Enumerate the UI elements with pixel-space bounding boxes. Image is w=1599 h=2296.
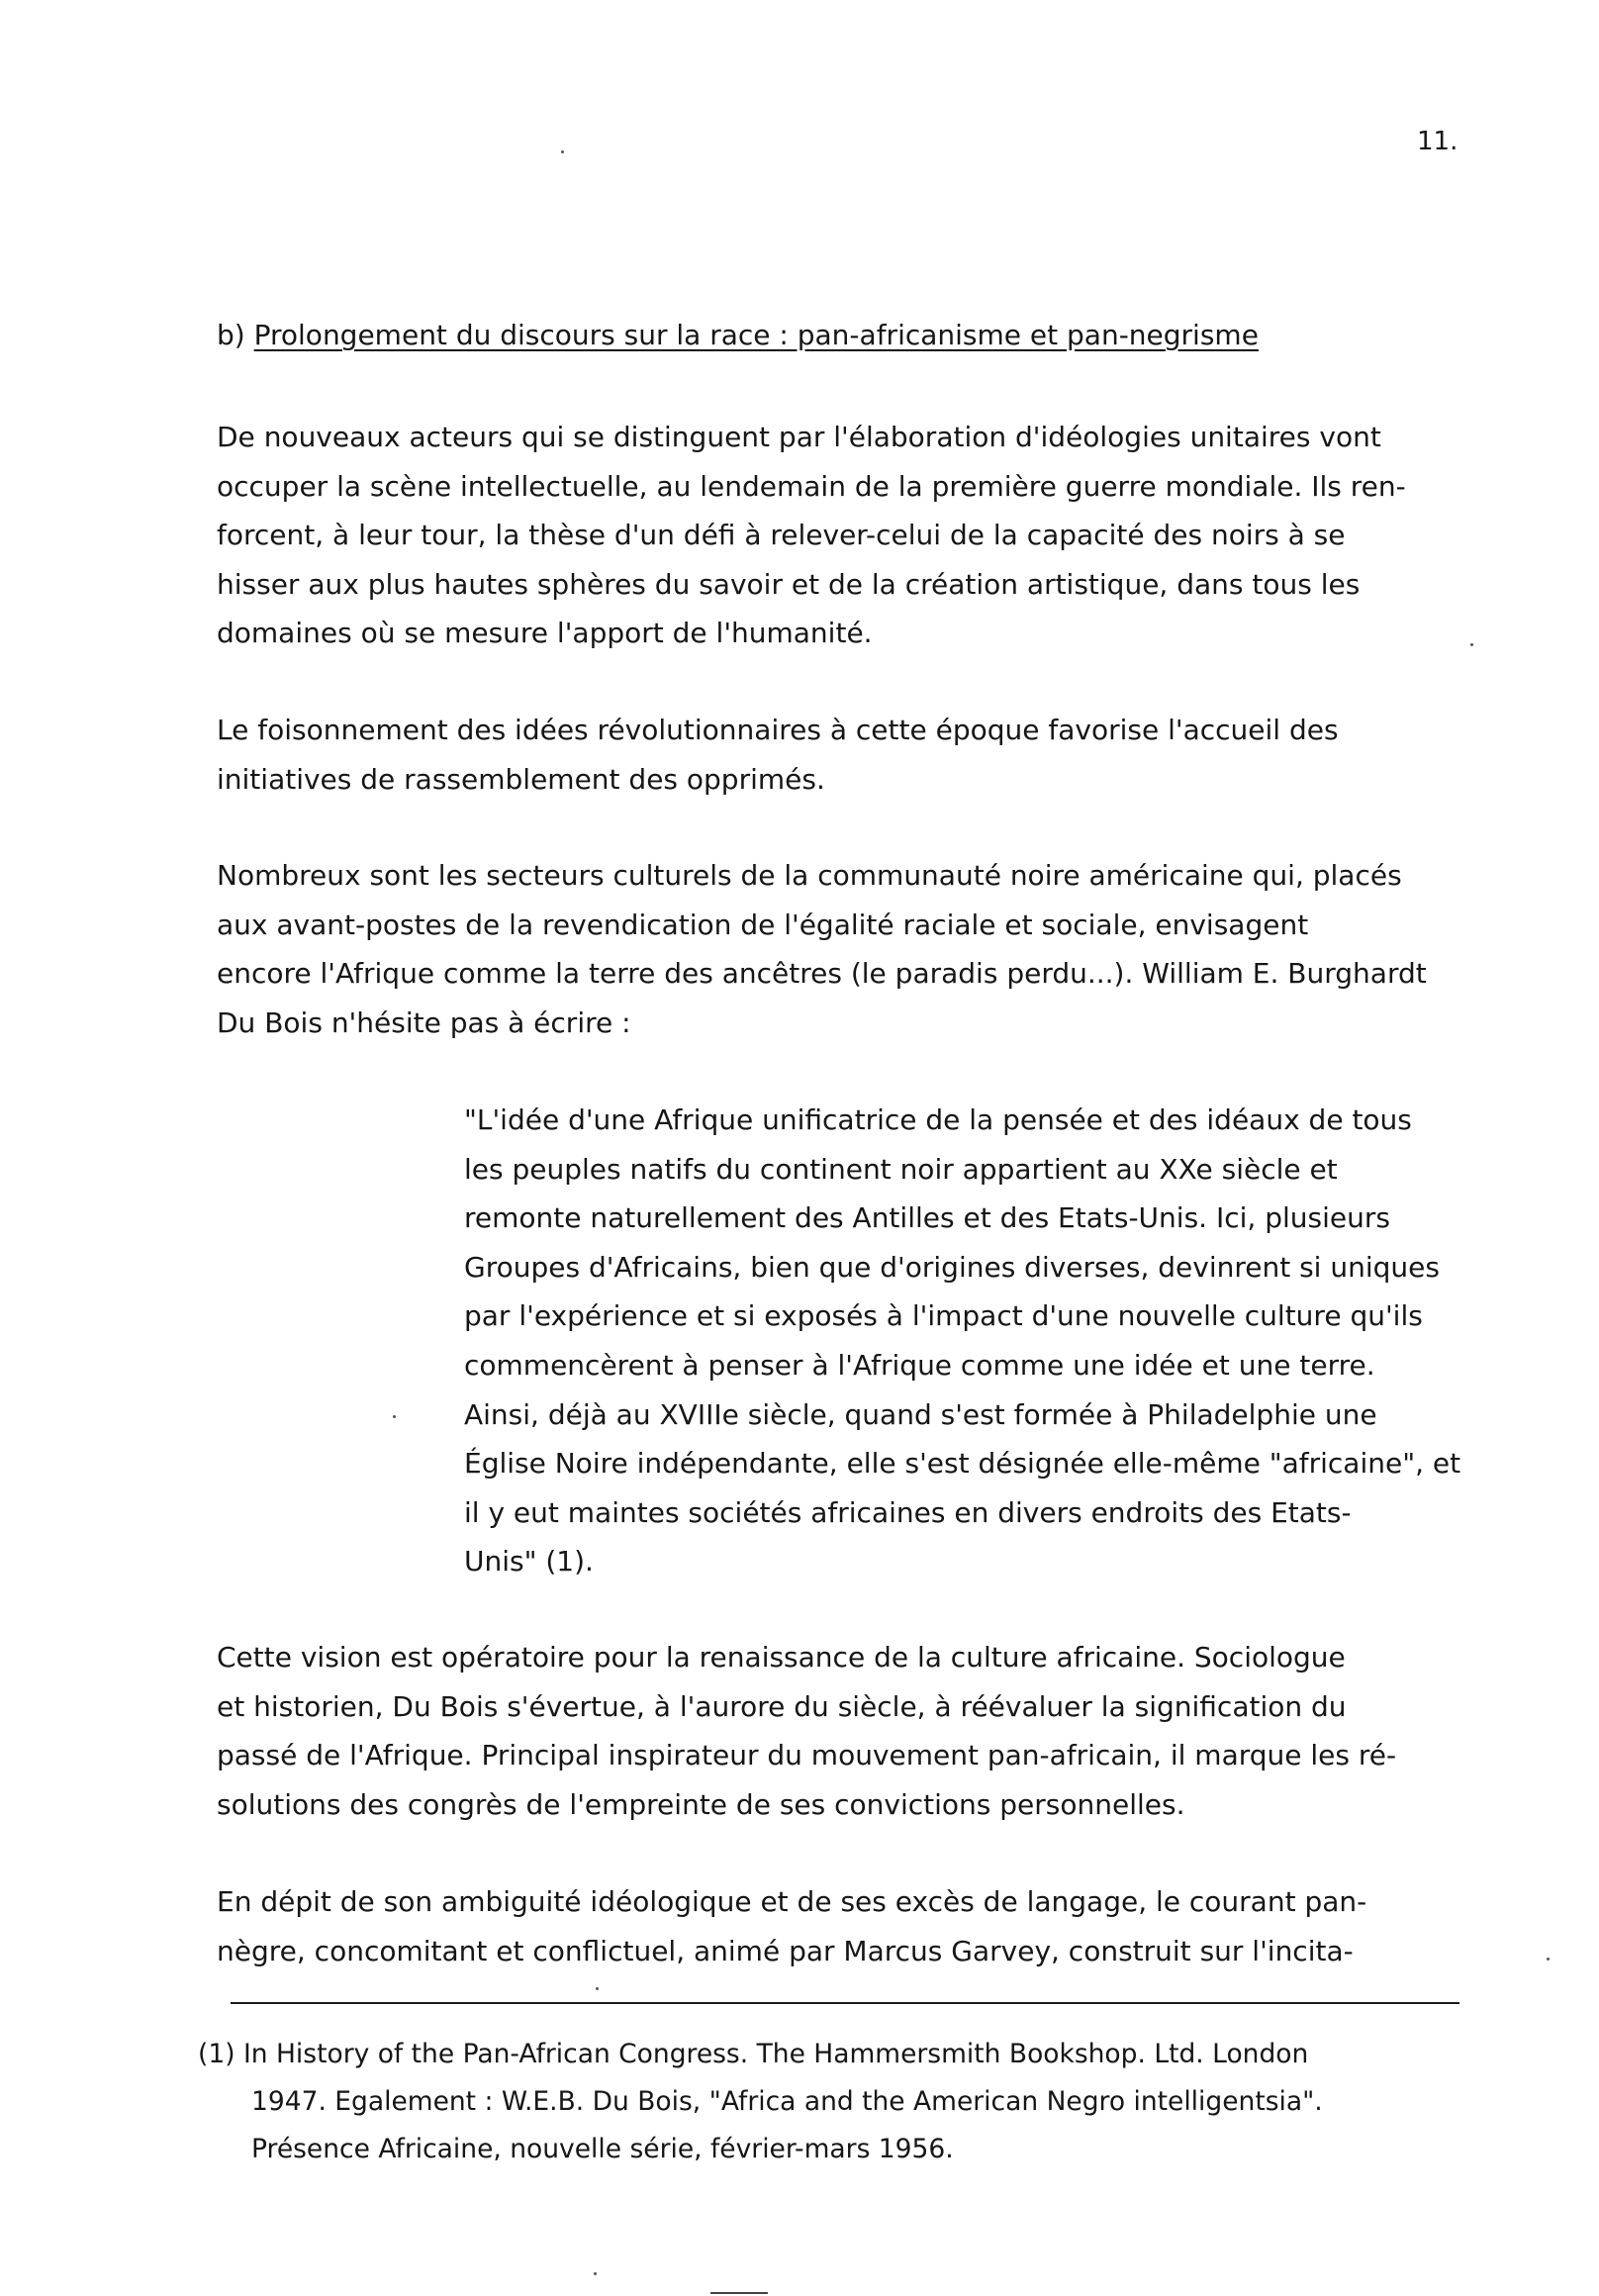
- paragraph: [217, 1633, 1396, 1829]
- text-line: En dépit de son ambiguité idéologique et de ses excès de langage, le courant pan-: [217, 1885, 1367, 1918]
- text-line: initiatives de rassemblement des opprimés.: [217, 762, 825, 796]
- heading-title: Prolongement du discours sur la race : pan-africanisme et pan-negrisme: [253, 319, 1259, 351]
- quote-line: Église Noire indépendante, elle s'est désignée elle-même "africaine", et: [464, 1447, 1461, 1481]
- text-line: Nombreux sont les secteurs culturels de la communauté noire américaine qui, placés: [217, 859, 1402, 892]
- quote-line: Groupes d'Africains, bien que d'origines diverses, devinrent si uniques: [464, 1250, 1440, 1284]
- paragraph: [217, 706, 1339, 804]
- footnote-separator: [231, 2002, 1459, 2004]
- scan-speck: [561, 150, 564, 153]
- text-line: encore l'Afrique comme la terre des ancêtres (le paradis perdu...). William E. Burghardt: [217, 957, 1427, 990]
- quote-line: remonte naturellement des Antilles et des Etats-Unis. Ici, plusieurs: [464, 1201, 1390, 1235]
- text-line: aux avant-postes de la revendication de l'égalité raciale et sociale, envisagent: [217, 908, 1309, 941]
- quote-line: "L'idée d'une Afrique unificatrice de la pensée et des idéaux de tous: [464, 1103, 1412, 1136]
- text-line: Du Bois n'hésite pas à écrire :: [217, 1005, 631, 1039]
- scan-speck: [594, 2272, 597, 2275]
- text-line: domaines où se mesure l'apport de l'humanité.: [217, 617, 873, 649]
- text-line: Le foisonnement des idées révolutionnaires à cette époque favorise l'accueil des: [217, 714, 1339, 746]
- paragraph: [217, 851, 1427, 1047]
- scan-speck: [1547, 1958, 1550, 1961]
- text-line: solutions des congrès de l'empreinte de ses convictions personnelles.: [217, 1787, 1185, 1821]
- paragraph: [217, 1877, 1366, 1975]
- text-line: et historien, Du Bois s'évertue, à l'aurore du siècle, à réévaluer la signification du: [217, 1689, 1347, 1723]
- scan-speck: [393, 1415, 396, 1418]
- quote-line: les peuples natifs du continent noir appartient au XXe siècle et: [464, 1152, 1338, 1186]
- scan-mark: [710, 2292, 768, 2294]
- footnote: [198, 2031, 1323, 2173]
- quote-line: il y eut maintes sociétés africaines en divers endroits des Etats-: [464, 1495, 1352, 1529]
- text-line: forcent, à leur tour, la thèse d'un défi à relever-celui de la capacité des noirs à se: [217, 519, 1346, 551]
- text-line: Cette vision est opératoire pour la renaissance de la culture africaine. Sociologue: [217, 1641, 1346, 1674]
- quote-line: par l'expérience et si exposés à l'impact d'une nouvelle culture qu'ils: [464, 1299, 1423, 1333]
- text-line: nègre, concomitant et conflictuel, animé par Marcus Garvey, construit sur l'incita-: [217, 1934, 1354, 1967]
- scan-speck: [596, 1987, 599, 1990]
- quote-line: Unis" (1).: [464, 1545, 594, 1578]
- text-line: occuper la scène intellectuelle, au lendemain de la première guerre mondiale. Ils ren-: [217, 469, 1406, 503]
- text-line: De nouveaux acteurs qui se distinguent par l'élaboration d'idéologies unitaires vont: [217, 421, 1381, 453]
- paragraph: [217, 413, 1406, 658]
- page-number: 11.: [1417, 127, 1458, 156]
- quote-line: Ainsi, déjà au XVIIIe siècle, quand s'est formée à Philadelphie une: [464, 1397, 1377, 1431]
- block-quote: [464, 1096, 1460, 1586]
- heading-prefix: b): [217, 319, 245, 351]
- footnote-line: 1947. Egalement : W.E.B. Du Bois, "Africa and the American Negro intelligentsia".: [251, 2086, 1323, 2117]
- scan-speck: [1470, 643, 1473, 646]
- text-line: hisser aux plus hautes sphères du savoir et de la création artistique, dans tous les: [217, 567, 1361, 601]
- text-line: passé de l'Afrique. Principal inspirateur du mouvement pan-africain, il marque les ré-: [217, 1739, 1397, 1771]
- section-heading: [217, 319, 1259, 351]
- footnote-line: Présence Africaine, nouvelle série, février-mars 1956.: [251, 2134, 954, 2164]
- quote-line: commencèrent à penser à l'Afrique comme une idée et une terre.: [464, 1348, 1375, 1382]
- footnote-line: (1) In History of the Pan-African Congress. The Hammersmith Bookshop. Ltd. London: [198, 2039, 1309, 2069]
